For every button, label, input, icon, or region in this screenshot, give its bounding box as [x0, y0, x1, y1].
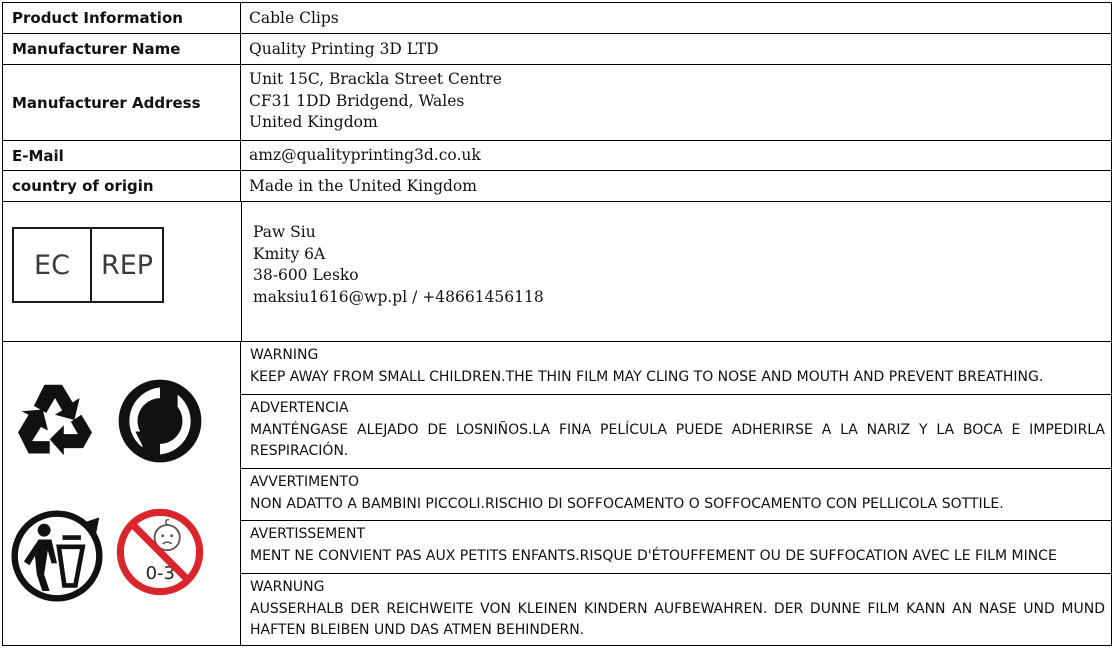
ec-rep-street: Kmity 6A — [253, 244, 326, 263]
ec-rep-contact: maksiu1616@wp.pl / +48661456118 — [253, 287, 544, 306]
warning-title: WARNING — [250, 347, 319, 363]
ec-rep-details — [253, 222, 544, 308]
warning-title: WARNUNG — [250, 579, 325, 595]
product-information-label: Product Information — [3, 3, 241, 33]
age-label: 0-3 — [145, 563, 176, 584]
warning-title: AVVERTIMENTO — [250, 474, 360, 490]
column-divider — [241, 202, 242, 341]
ec-rep-symbol — [12, 227, 164, 303]
not-for-children-0-3-icon — [115, 507, 205, 597]
symbols-cell — [3, 342, 241, 645]
ec-rep-symbol-ec: EC — [14, 229, 92, 301]
address-line: Unit 15C, Brackla Street Centre — [249, 70, 502, 88]
address-line: CF31 1DD Bridgend, Wales — [249, 91, 465, 110]
manufacturer-name-row — [3, 34, 1111, 65]
warning-italian — [241, 469, 1111, 521]
warning-text: AUSSERHALB DER REICHWEITE VON KLEINEN KINDERN AUFBEWAHREN. DER DUNNE FILM KANN AN NASE UND MUND HAFTEN BLEIBEN UND DAS ATMEN BEHINDERN. — [250, 600, 1105, 638]
email-row — [3, 141, 1111, 171]
email-value: amz@qualityprinting3d.co.uk — [249, 146, 481, 164]
ec-rep-row — [3, 202, 1111, 342]
tidyman-dispose-icon — [11, 510, 103, 602]
manufacturer-address-value — [241, 65, 1111, 140]
warning-text: MENT NE CONVIENT PAS AUX PETITS ENFANTS.RISQUE D'ÉTOUFFEMENT OU DE SUFFOCATION AVEC LE FILM MINCE — [250, 547, 1057, 564]
warning-german — [241, 574, 1111, 645]
product-information-row — [3, 3, 1111, 34]
warning-text: KEEP AWAY FROM SMALL CHILDREN.THE THIN FILM MAY CLING TO NOSE AND MOUTH AND PREVENT BREATHING. — [250, 368, 1044, 385]
ec-rep-city: 38-600 Lesko — [253, 266, 359, 284]
country-of-origin-row — [3, 171, 1111, 202]
warning-text: MANTÉNGASE ALEJADO DE LOSNIÑOS.LA FINA PELÍCULA PUEDE ADHERIRSE A LA NARIZ Y LA BOCA E IMPEDIRLA RESPIRACIÓN. — [250, 421, 1105, 459]
warning-french — [241, 521, 1111, 574]
manufacturer-address-label: Manufacturer Address — [3, 65, 241, 140]
ec-rep-symbol-rep: REP — [100, 249, 154, 281]
ec-rep-name: Paw Siu — [253, 223, 316, 241]
warning-spanish — [241, 395, 1111, 469]
manufacturer-name-value: Quality Printing 3D LTD — [249, 39, 439, 58]
manufacturer-address-row — [3, 65, 1111, 141]
warnings-cell — [241, 342, 1111, 645]
warning-text: NON ADATTO A BAMBINI PICCOLI.RISCHIO DI SOFFOCAMENTO O SOFFOCAMENTO CON PELLICOLA SOTTILE. — [250, 495, 1004, 512]
product-info-sheet — [2, 2, 1112, 646]
green-dot-icon — [116, 377, 204, 465]
warning-title: AVERTISSEMENT — [250, 526, 366, 542]
country-of-origin-label: country of origin — [3, 171, 241, 201]
warning-title: ADVERTENCIA — [250, 400, 349, 416]
address-line: United Kingdom — [249, 113, 378, 131]
warnings-row — [3, 342, 1111, 645]
warning-english — [241, 342, 1111, 395]
country-of-origin-value: Made in the United Kingdom — [249, 176, 477, 195]
recycle-icon — [11, 376, 99, 464]
product-information-value: Cable Clips — [249, 8, 339, 27]
email-label: E-Mail — [3, 141, 241, 170]
manufacturer-name-label: Manufacturer Name — [3, 34, 241, 64]
